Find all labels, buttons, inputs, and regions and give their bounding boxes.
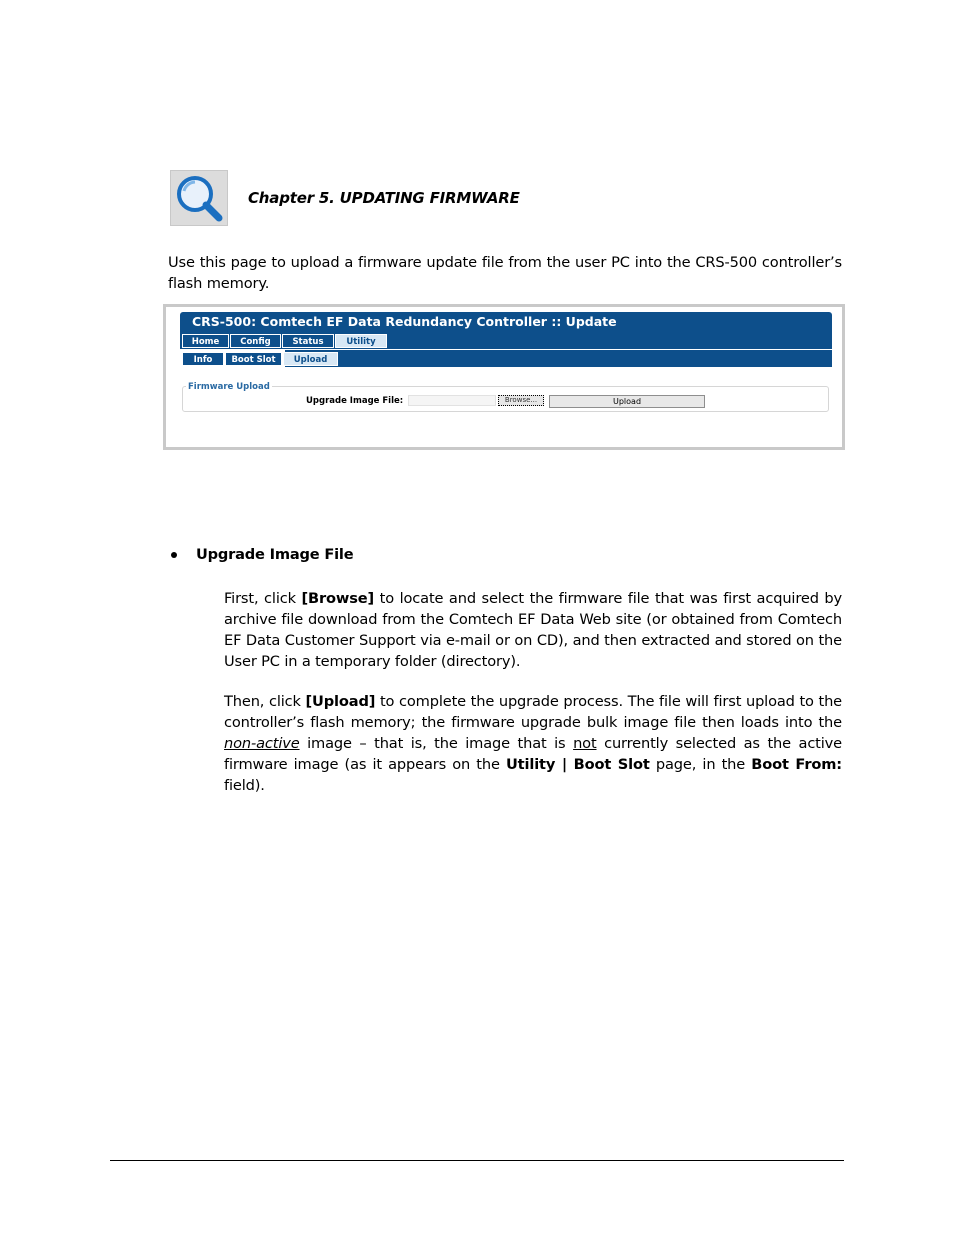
upgrade-image-file-label: Upgrade Image File: (306, 396, 404, 406)
tab-utility[interactable]: Utility (335, 334, 387, 348)
upload-paragraph: Then, click [Upload] to complete the upgrade process. The file will first upload to the controller’s flash memory; the firmware upgrade bulk image file then loads into the non-active image – that is, the image that is not currently selected as the active firmware image (as it appears on the Utility | Boot Slot page, in the Boot From: field). (224, 693, 842, 794)
tab-boot-slot[interactable]: Boot Slot (225, 352, 282, 366)
tab-config[interactable]: Config (230, 334, 281, 348)
bullet-icon (171, 552, 177, 558)
browse-paragraph: First, click [Browse] to locate and select the firmware file that was first acquired by archive file download from the Comtech EF Data Web site (or obtained from Comtech EF Data Customer Support via e-mail or on CD), and then extracted and stored on the User PC in a temporary folder (directory). (224, 590, 842, 670)
intro-paragraph: Use this page to upload a firmware update file from the user PC into the CRS-500 controller’s flash memory. (168, 254, 842, 292)
tab-home[interactable]: Home (182, 334, 229, 348)
upgrade-image-file-input[interactable] (408, 395, 496, 406)
update-page-screenshot (163, 304, 845, 450)
app-header-title: CRS-500: Comtech EF Data Redundancy Controller :: Update (180, 312, 832, 332)
chapter-reference: Chapter 5. UPDATING FIRMWARE (248, 189, 520, 207)
secondary-tabbar (180, 350, 832, 367)
browse-button[interactable]: Browse... (498, 395, 544, 406)
footer-rule (110, 1160, 844, 1161)
primary-tabbar (180, 332, 832, 349)
tab-info[interactable]: Info (182, 352, 224, 366)
magnifier-icon (170, 170, 228, 226)
tab-upload[interactable]: Upload (283, 352, 338, 366)
tab-status[interactable]: Status (282, 334, 334, 348)
bullet-title: Upgrade Image File (196, 546, 354, 563)
fieldset-legend: Firmware Upload (188, 382, 270, 392)
upload-button[interactable]: Upload (549, 395, 705, 408)
